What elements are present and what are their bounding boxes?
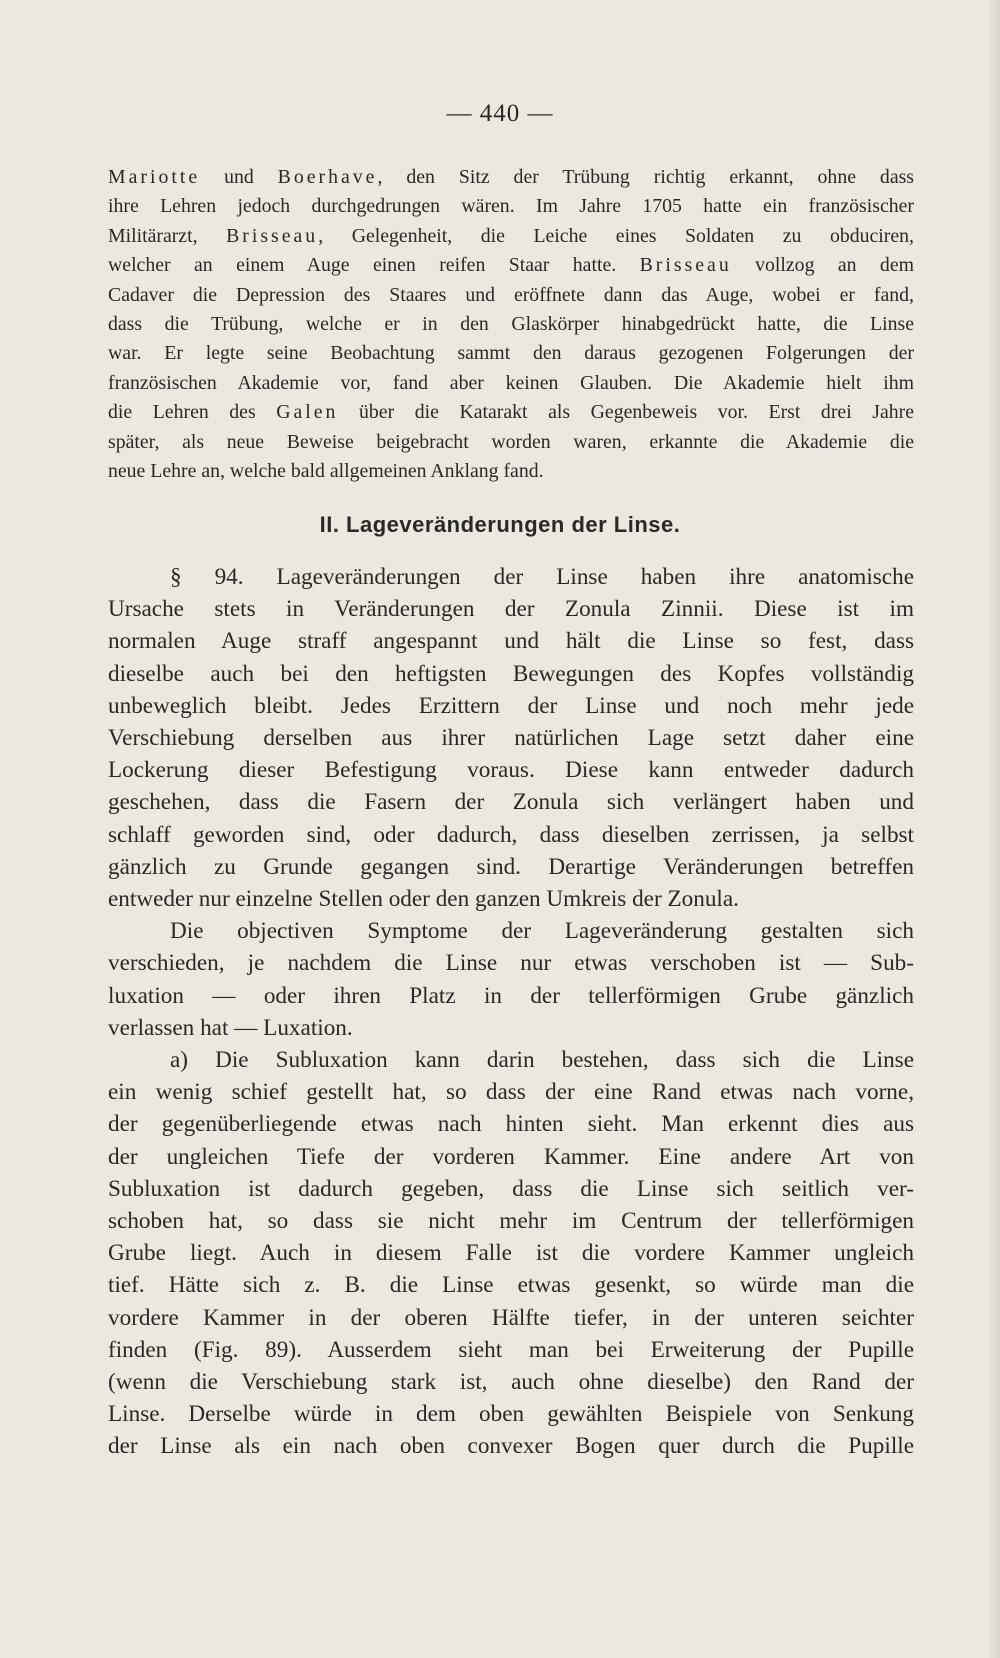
text-segment: und	[200, 166, 278, 188]
text-line: verschieden, je nachdem die Linse nur etwas verschoben ist — Sub-	[108, 950, 914, 977]
text-line: Ursache stets in Veränderungen der Zonula Zinnii. Diese ist im	[108, 596, 914, 623]
text-line: Grube liegt. Auch in diesem Falle ist die vordere Kammer ungleich	[108, 1240, 914, 1267]
text-line: § 94. Lageveränderungen der Linse haben ihre anatomische	[170, 564, 914, 590]
text-segment: französischen Akademie vor, fand aber keinen Glauben. Die Akademie hielt ihm	[108, 371, 914, 394]
text-segment: , Gelegenheit, die Leiche eines Soldaten zu obduciren,	[318, 224, 914, 247]
main-text	[108, 561, 914, 1463]
text-line: geschehen, dass die Fasern der Zonula sich verlängert haben und	[108, 789, 914, 816]
text-line: der Linse als ein nach oben convexer Bogen quer durch die Pupille	[108, 1433, 914, 1460]
spaced-name: Mariotte	[108, 166, 201, 188]
text-line: unbeweglich bleibt. Jedes Erzittern der Linse und noch mehr jede	[108, 692, 914, 719]
text-segment: die Lehren des	[108, 401, 277, 424]
section-heading: II. Lageveränderungen der Linse.	[319, 512, 681, 537]
page-edge	[986, 0, 1000, 1658]
text-line: dieselbe auch bei den heftigsten Bewegungen des Kopfes vollständig	[108, 660, 914, 687]
text-line	[108, 251, 914, 280]
text-segment: Cadaver die Depression des Staares und eröffnete dann das Auge, wobei er fand,	[108, 283, 914, 306]
text-line: Lockerung dieser Befestigung voraus. Diese kann entweder dadurch	[108, 757, 914, 784]
text-line: finden (Fig. 89). Ausserdem sieht man bei Erweiterung der Pupille	[108, 1336, 914, 1363]
text-line	[108, 339, 914, 368]
text-line: Linse. Derselbe würde in dem oben gewählten Beispiele von Senkung	[108, 1401, 914, 1428]
text-line: vordere Kammer in der oberen Hälfte tiefer, in der unteren seichter	[108, 1304, 914, 1331]
text-segment: , den Sitz der Trübung richtig erkannt, ohne dass	[377, 166, 914, 188]
text-segment: später, als neue Beweise beigebracht worden waren, erkannte die Akademie die	[108, 430, 914, 453]
text-line: luxation — oder ihren Platz in der tellerförmigen Grube gänzlich	[108, 982, 914, 1009]
text-segment: dass die Trübung, welche er in den Glaskörper hinabgedrückt hatte, die Linse	[108, 313, 914, 336]
spaced-name: Galen	[276, 401, 339, 424]
text-segment: neue Lehre an, welche bald allgemeinen Anklang fand.	[108, 460, 544, 483]
intro-paragraph	[108, 163, 914, 486]
text-segment: Militärarzt,	[108, 224, 227, 247]
text-line	[108, 222, 914, 251]
text-line: der ungleichen Tiefe der vorderen Kammer. Eine andere Art von	[108, 1143, 914, 1170]
text-segment: vollzog an dem	[731, 254, 914, 277]
text-line: (wenn die Verschiebung stark ist, auch ohne dieselbe) den Rand der	[108, 1369, 914, 1396]
text-line: gänzlich zu Grunde gegangen sind. Derartige Veränderungen betreffen	[108, 853, 914, 880]
text-segment: welcher an einem Auge einen reifen Staar hatte.	[108, 254, 640, 277]
text-line: entweder nur einzelne Stellen oder den ganzen Umkreis der Zonula.	[108, 886, 739, 913]
text-segment: über die Katarakt als Gegenbeweis vor. Erst drei Jahre	[338, 401, 914, 424]
text-line: Die objectiven Symptome der Lageveränderung gestalten sich	[170, 918, 914, 945]
text-line	[108, 428, 914, 457]
text-line	[108, 457, 914, 486]
spaced-name: Brisseau	[639, 254, 732, 277]
text-line	[108, 192, 914, 221]
text-line: der gegenüberliegende etwas nach hinten sieht. Man erkennt dies aus	[108, 1111, 914, 1138]
text-line	[108, 369, 914, 398]
text-line: tief. Hätte sich z. B. die Linse etwas gesenkt, so würde man die	[108, 1272, 914, 1299]
text-line: a) Die Subluxation kann darin bestehen, dass sich die Linse	[170, 1047, 914, 1074]
text-line: normalen Auge straff angespannt und hält die Linse so fest, dass	[108, 628, 914, 655]
text-line: Subluxation ist dadurch gegeben, dass die Linse sich seitlich ver-	[108, 1175, 914, 1202]
text-line: schoben hat, so dass sie nicht mehr im Centrum der tellerförmigen	[108, 1208, 914, 1235]
text-line: ein wenig schief gestellt hat, so dass der eine Rand etwas nach vorne,	[108, 1079, 914, 1106]
text-line: Verschiebung derselben aus ihrer natürlichen Lage setzt daher eine	[108, 725, 914, 752]
text-line	[108, 281, 914, 310]
text-segment: ihre Lehren jedoch durchgedrungen wären. Im Jahre 1705 hatte ein französischer	[108, 195, 914, 218]
page-number: — 440 —	[446, 100, 554, 127]
spaced-name: Boerhave	[277, 166, 378, 188]
text-line	[108, 163, 914, 192]
text-line: schlaff geworden sind, oder dadurch, dass dieselben zerrissen, ja selbst	[108, 821, 914, 848]
text-line	[108, 310, 914, 339]
text-line: verlassen hat — Luxation.	[108, 1014, 353, 1041]
text-line	[108, 398, 914, 427]
text-segment: war. Er legte seine Beobachtung sammt den daraus gezogenen Folgerungen der	[108, 342, 914, 365]
spaced-name: Brisseau	[226, 224, 319, 247]
